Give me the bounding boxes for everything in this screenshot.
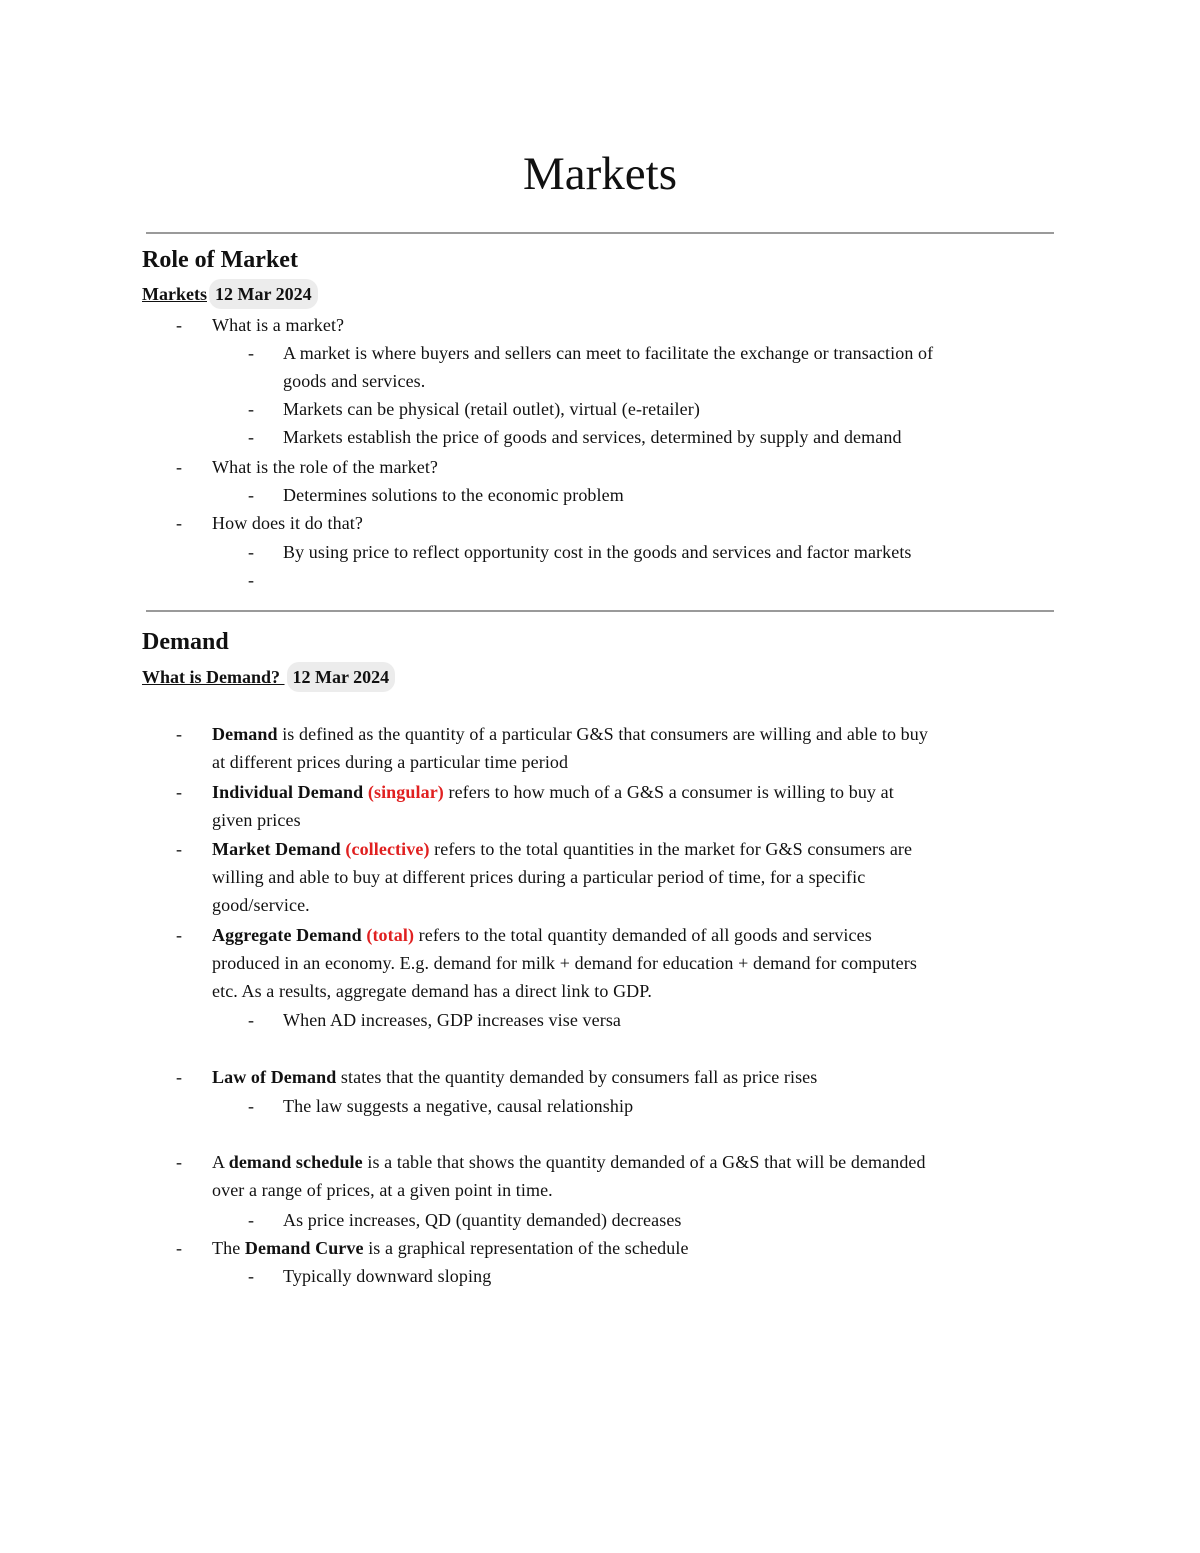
bullet-dash: - — [176, 1238, 182, 1258]
bullet-dash: - — [176, 513, 182, 533]
bullet-dash: - — [176, 925, 182, 945]
term: Individual Demand — [212, 782, 364, 802]
text: The — [212, 1238, 245, 1258]
list-item: Typically downward sloping — [283, 1266, 492, 1286]
section-subheading-role — [142, 279, 318, 309]
bullet-dash: - — [248, 1210, 254, 1230]
list-item: The law suggests a negative, causal relationship — [283, 1096, 634, 1116]
date-chip[interactable]: 12 Mar 2024 — [209, 279, 318, 309]
list-item: By using price to reflect opportunity cost in the goods and services and factor markets — [283, 542, 912, 562]
list-item-continuation: goods and services. — [283, 371, 426, 391]
list-item-continuation: good/service. — [212, 895, 310, 915]
bullet-dash: - — [248, 399, 254, 419]
page-title: Markets — [522, 148, 677, 200]
list-item-continuation: willing and able to buy at different prices during a particular period of time, for a specific — [212, 867, 866, 887]
list-item-continuation: given prices — [212, 810, 301, 830]
bullet-dash: - — [176, 315, 182, 335]
text: is a table that shows the quantity demanded of a G&S that will be demanded — [362, 1152, 926, 1172]
text: A — [212, 1152, 229, 1172]
list-item: As price increases, QD (quantity demanded) decreases — [283, 1210, 682, 1230]
text: refers to the total quantities in the market for G&S consumers are — [429, 839, 913, 859]
bullet-dash: - — [248, 542, 254, 562]
bullet-dash: - — [176, 1067, 182, 1087]
date-chip[interactable]: 12 Mar 2024 — [287, 662, 396, 692]
list-item-continuation: produced in an economy. E.g. demand for milk + demand for education + demand for computers — [212, 953, 917, 973]
bullet-dash: - — [248, 485, 254, 505]
list-item — [212, 778, 894, 807]
list-item-continuation: over a range of prices, at a given point in time. — [212, 1180, 553, 1200]
list-item: Markets can be physical (retail outlet), virtual (e-retailer) — [283, 399, 700, 419]
divider — [146, 610, 1054, 612]
text: refers to how much of a G&S a consumer is willing to buy at — [443, 782, 894, 802]
bullet-dash: - — [176, 782, 182, 802]
list-item — [212, 1148, 926, 1177]
bullet-dash: - — [176, 839, 182, 859]
bullet-dash: - — [248, 343, 254, 363]
term: Aggregate Demand — [212, 925, 362, 945]
term: Market Demand — [212, 839, 341, 859]
term: demand schedule — [228, 1152, 363, 1172]
list-item — [212, 835, 912, 864]
list-item — [212, 1063, 817, 1092]
bullet-dash: - — [248, 1266, 254, 1286]
list-item: How does it do that? — [212, 513, 363, 533]
list-item — [212, 1234, 689, 1263]
list-item: What is a market? — [212, 315, 345, 335]
section-heading-demand: Demand — [142, 629, 229, 655]
bullet-dash: - — [248, 1010, 254, 1030]
term: Demand — [212, 724, 278, 744]
list-item: When AD increases, GDP increases vise versa — [283, 1010, 622, 1030]
list-item: Markets establish the price of goods and services, determined by supply and demand — [283, 427, 902, 447]
term: Demand Curve — [244, 1238, 364, 1258]
text: is a graphical representation of the schedule — [363, 1238, 689, 1258]
markets-link[interactable]: Markets — [142, 284, 207, 304]
list-item: Determines solutions to the economic problem — [283, 485, 624, 505]
what-is-demand-link[interactable]: What is Demand? — [142, 667, 285, 687]
tag: (total) — [366, 925, 415, 945]
text: states that the quantity demanded by consumers fall as price rises — [336, 1067, 818, 1087]
section-subheading-demand — [142, 662, 395, 692]
list-item-continuation: etc. As a results, aggregate demand has a direct link to GDP. — [212, 981, 652, 1001]
bullet-dash: - — [176, 724, 182, 744]
section-heading-role: Role of Market — [142, 247, 298, 273]
divider — [146, 232, 1054, 234]
list-item — [212, 921, 872, 950]
bullet-dash-empty: - — [248, 570, 254, 590]
tag: (collective) — [345, 839, 430, 859]
bullet-dash: - — [176, 1152, 182, 1172]
text: is defined as the quantity of a particular G&S that consumers are willing and able to buy — [277, 724, 928, 744]
list-item: What is the role of the market? — [212, 457, 439, 477]
bullet-dash: - — [248, 1096, 254, 1116]
bullet-dash: - — [248, 427, 254, 447]
list-item-continuation: at different prices during a particular time period — [212, 752, 569, 772]
text: refers to the total quantity demanded of all goods and services — [414, 925, 872, 945]
bullet-dash: - — [176, 457, 182, 477]
term: Law of Demand — [212, 1067, 337, 1087]
tag: (singular) — [367, 782, 444, 802]
list-item: A market is where buyers and sellers can meet to facilitate the exchange or transaction of — [283, 343, 934, 363]
list-item — [212, 720, 928, 749]
